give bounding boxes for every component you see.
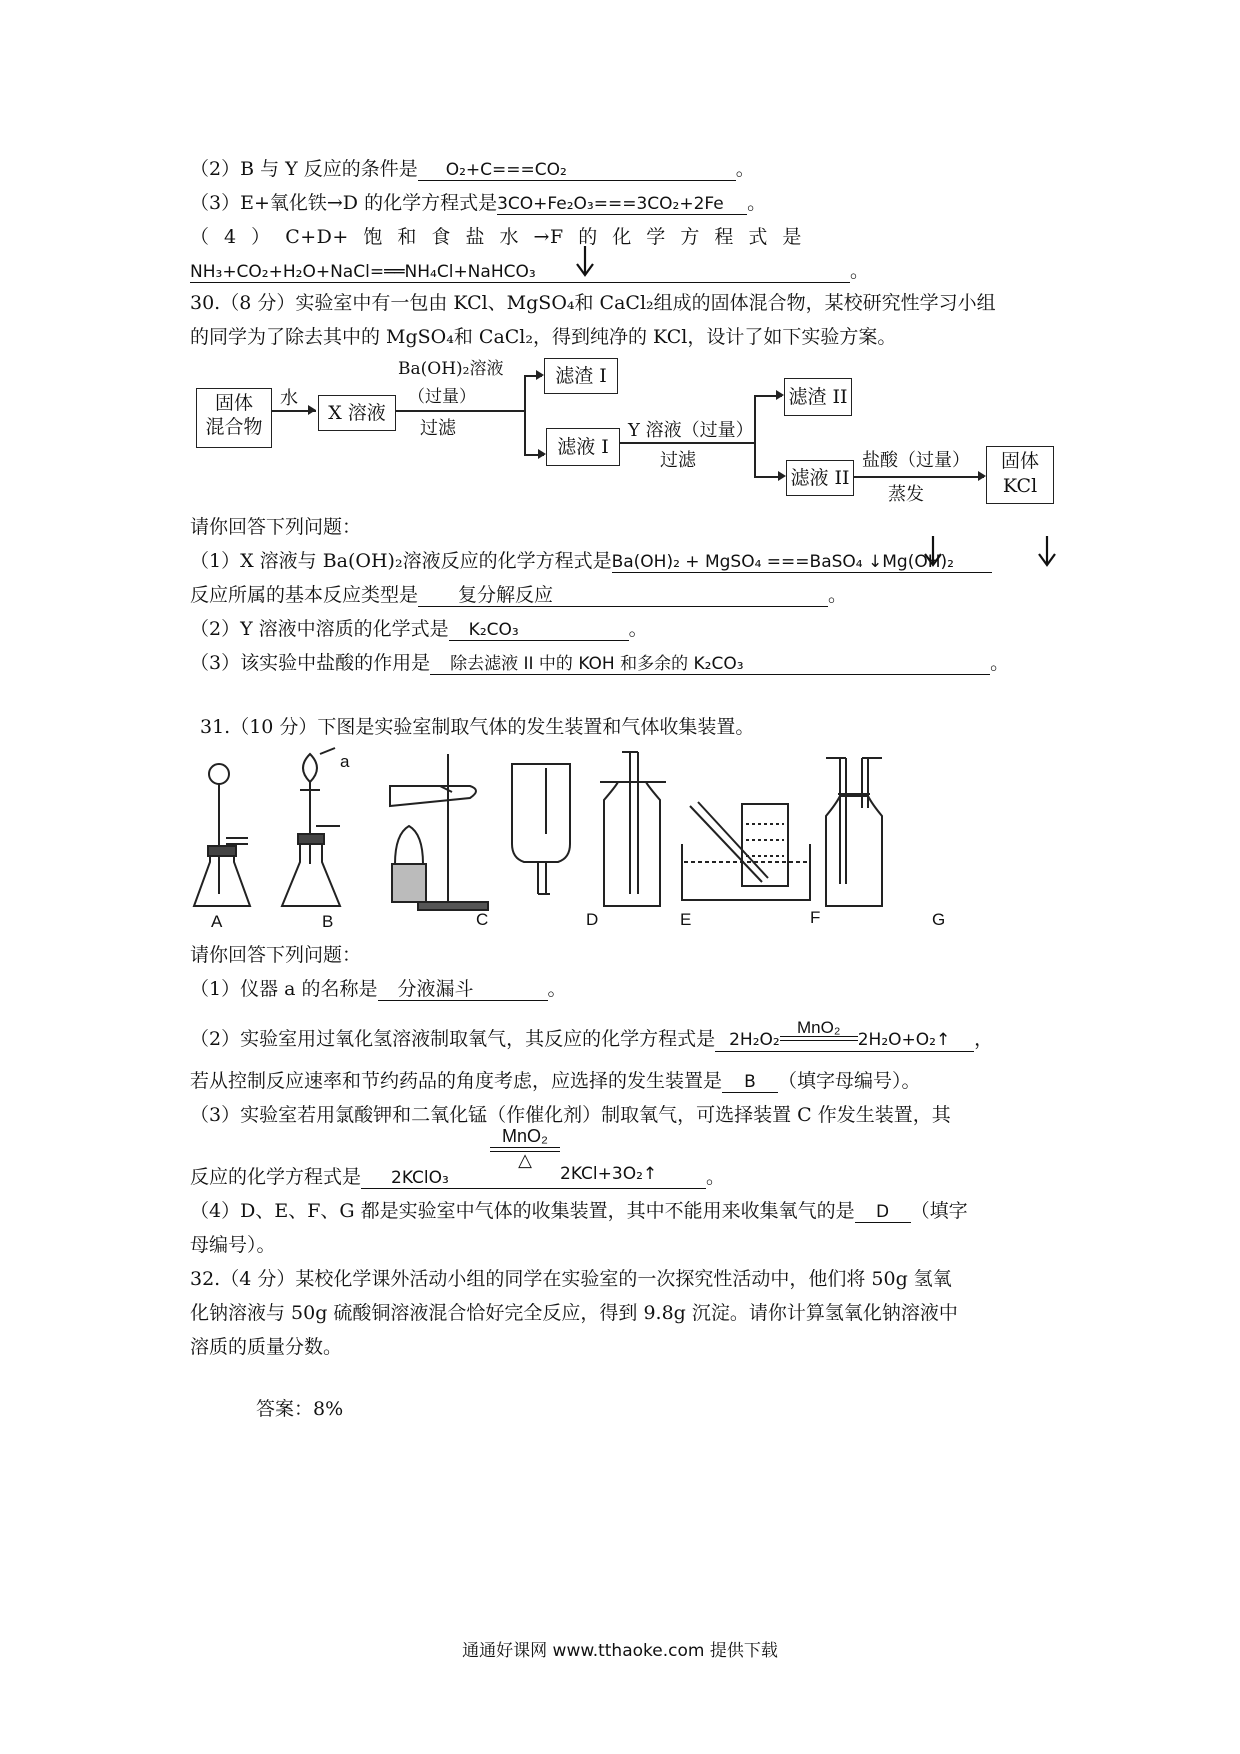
q30-p2-label: （2）Y 溶液中溶质的化学式是 (190, 618, 449, 640)
q29-p2-end: 。 (735, 158, 755, 180)
q31-part2b (190, 1066, 921, 1093)
q30-part2 (190, 614, 648, 641)
q29-part4: （ 4 ） C+D+ 饱 和 食 盐 水 →F 的 化 学 方 程 式 是 (190, 226, 802, 248)
flow-label-hcl: 盐酸（过量） (862, 450, 970, 471)
q30-part1b (190, 580, 847, 607)
q30-p1b-label: 反应所属的基本反应类型是 (190, 584, 419, 606)
apparatus-label-g: G (932, 910, 946, 929)
label-a: a (340, 752, 350, 771)
apparatus-g-icon (826, 758, 882, 906)
flow-box-filtrate1: 滤液 I (546, 428, 620, 466)
q31-prompt: 请你回答下列问题： (190, 944, 362, 966)
apparatus-illustration (190, 744, 1070, 914)
apparatus-label-c: C (476, 910, 489, 929)
q31-part4b: 母编号）。 (190, 1234, 276, 1256)
q31-p2-catalyst: MnO₂ (796, 1018, 841, 1037)
q31-part1 (190, 974, 567, 1001)
flow-label-water: 水 (280, 388, 298, 409)
q31-part4a (190, 1196, 968, 1223)
q31-p3-product: 2KCl+3O₂↑ (560, 1164, 658, 1184)
q31-p3-end: 。 (706, 1166, 726, 1188)
q31-p3-label: 反应的化学方程式是 (190, 1166, 362, 1188)
q30-p1-answer: Ba(OH)₂ + MgSO₄ ===BaSO₄ ↓Mg(OH)₂ (612, 553, 992, 573)
footer: 通通好课网 www.tthaoke.com 提供下载 (462, 1641, 778, 1661)
q30-prompt: 请你回答下列问题： (190, 516, 362, 538)
apparatus-e-icon (600, 752, 666, 906)
flow-box-residue1: 滤渣 I (544, 358, 618, 394)
q31-p1-answer: 分液漏斗 (378, 979, 548, 1001)
q29-p4-end: 。 (850, 260, 870, 282)
q30-part3 (190, 648, 1009, 675)
flow-label-y-solution: Y 溶液（过量） (628, 420, 754, 441)
flow-box-residue2: 滤渣 II (784, 378, 852, 416)
apparatus-b-icon (282, 748, 340, 906)
flow-label-filter1: 过滤 (420, 418, 456, 439)
q30-p3-label: （3）该实验中盐酸的作用是 (190, 652, 431, 674)
flow-box-x-solution: X 溶液 (318, 395, 396, 431)
q29-p3-end: 。 (747, 192, 767, 214)
q32-line3: 溶质的质量分数。 (190, 1336, 343, 1358)
q31-p3-catalyst: MnO₂ (502, 1126, 548, 1146)
catalyst-arrow (780, 1019, 858, 1041)
flow-box-filtrate2: 滤液 II (786, 460, 854, 496)
q30-end: 。 (828, 584, 848, 606)
q31-part2: （2）实验室用过氧化氢溶液制取氧气，其反应的化学方程式是 2H₂O₂ MnO₂ 2H₂O+O₂↑ ， (190, 1018, 994, 1050)
q31-p2-equation (715, 1018, 974, 1052)
flow-box-kcl: 固体 KCl (986, 446, 1054, 504)
apparatus-label-f: F (810, 908, 821, 927)
flow-label-baoh: Ba(OH)₂溶液 (398, 359, 504, 379)
apparatus-c-icon (390, 754, 488, 910)
q31-part3a: （3）实验室若用氯酸钾和二氧化锰（作催化剂）制取氧气，可选择装置 C 作发生装置，其 (190, 1104, 951, 1126)
q31-p3-catalyst-arrow (490, 1126, 560, 1170)
flow-label-evaporate: 蒸发 (888, 484, 924, 505)
q32-line1: 32.（4 分）某校化学课外活动小组的同学在实验室的一次探究性活动中，他们将 50g 氢氧 (190, 1268, 952, 1290)
q31-p2b-end: （填字母编号）。 (778, 1070, 921, 1092)
down-arrow-icon (1036, 534, 1058, 568)
apparatus-f-icon (682, 802, 810, 900)
q31-p4-label: （4）D、E、F、G 都是实验室中气体的收集装置，其中不能用来收集氧气的是 (190, 1200, 855, 1222)
q32-answer: 答案：8% (256, 1398, 344, 1420)
q30-p1-label: （1）X 溶液与 Ba(OH)₂溶液反应的化学方程式是 (190, 550, 612, 572)
q30-p3-answer: 除去滤液 II 中的 KOH 和多余的 K₂CO₃ (430, 655, 990, 675)
flow-label-filter2: 过滤 (660, 450, 696, 471)
q31-p1-label: （1）仪器 a 的名称是 (190, 978, 378, 1000)
q30-part1 (190, 546, 992, 573)
apparatus-label-d: D (586, 910, 599, 929)
heat-icon: △ (518, 1150, 532, 1171)
apparatus-label-a: A (211, 912, 223, 931)
q31-title: 31.（10 分）下图是实验室制取气体的发生装置和气体收集装置。 (200, 716, 755, 738)
q29-p2-label: （2）B 与 Y 反应的条件是 (190, 158, 418, 180)
q31-p3-reactant: 2KClO₃ (391, 1168, 449, 1188)
q29-p2-answer: O₂+C===CO₂ (418, 161, 736, 181)
flow-label-excess: （过量） (408, 387, 476, 407)
apparatus-label-b: B (322, 912, 334, 931)
q30-p2-answer: K₂CO₃ (449, 621, 629, 641)
q31-p2-label: （2）实验室用过氧化氢溶液制取氧气，其反应的化学方程式是 (190, 1028, 716, 1050)
q31-p2b-label: 若从控制反应速率和节约药品的角度考虑，应选择的发生装置是 (190, 1070, 723, 1092)
q31-p4-end: （填字 (910, 1200, 968, 1222)
q30-line1: 30.（8 分）实验室中有一包由 KCl、MgSO₄和 CaCl₂组成的固体混合物，某校研究性学习小组 (190, 292, 996, 314)
apparatus-a-icon (194, 764, 250, 906)
q29-p3-answer: 3CO+Fe₂O₃===3CO₂+2Fe (497, 195, 747, 215)
flow-box-solid: 固体 混合物 (196, 388, 272, 448)
q31-p2-product: 2H₂O+O₂↑ (857, 1030, 951, 1050)
q30-p1b-answer: 复分解反应 (418, 585, 828, 607)
apparatus-d-icon (512, 764, 570, 894)
down-arrow-icon (922, 534, 944, 568)
q29-p3-label: （3）E+氧化铁→D 的化学方程式是 (190, 192, 498, 214)
q30-line2: 的同学为了除去其中的 MgSO₄和 CaCl₂，得到纯净的 KCl，设计了如下实验方案。 (190, 326, 897, 348)
q30-end: 。 (990, 652, 1010, 674)
q31-p2b-answer: B (722, 1073, 778, 1093)
q30-end: 。 (628, 618, 648, 640)
flow-arrowheads (0, 0, 1240, 520)
q31-p2-reactant: 2H₂O₂ (729, 1030, 780, 1050)
q29-p4-answer: NH₃+CO₂+H₂O+NaCl=══NH₄Cl+NaHCO₃ (190, 263, 850, 283)
apparatus-label-e: E (680, 910, 692, 929)
q32-line2: 化钠溶液与 50g 硫酸铜溶液混合恰好完全反应，得到 9.8g 沉淀。请你计算氢氧化钠溶液中 (190, 1302, 958, 1324)
q31-p4-answer: D (855, 1203, 911, 1223)
q31-p1-end: 。 (547, 978, 567, 1000)
